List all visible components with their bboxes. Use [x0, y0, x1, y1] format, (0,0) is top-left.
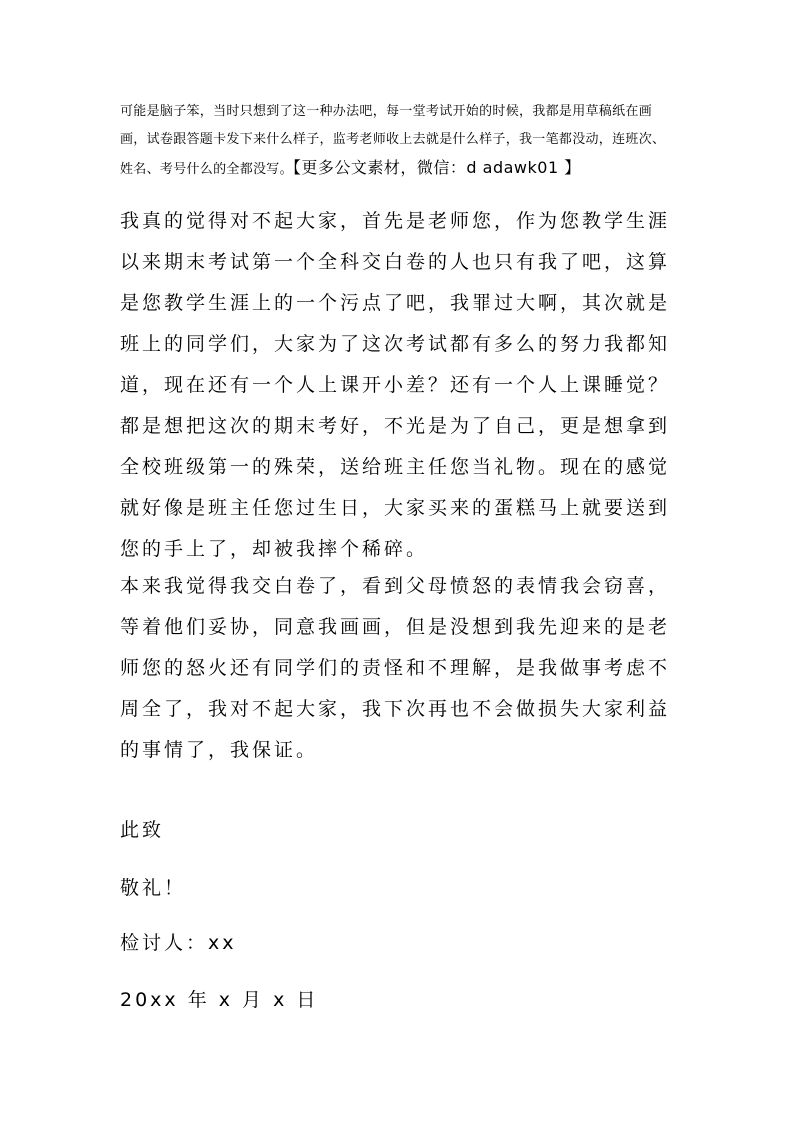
date-line: 20xx 年 x 月 x 日 — [120, 989, 319, 1011]
salutation-line: 敬礼！ — [120, 877, 187, 899]
intro-paragraph — [120, 98, 676, 184]
closing-line: 此致 — [120, 819, 165, 841]
apology-paragraph: 我真的觉得对不起大家，首先是老师您，作为您教学生涯以来期末考试第一个全科交白卷的人也只有我了吧，这算是您教学生涯上的一个污点了吧，我罪过大啊，其次就是班上的同学们，大家为了这次考试都有多么的努力我都知道，现在还有一个人上课开小差？还有一个人上课睡觉？都是想把这次的期末考好，不光是为了自己，更是想拿到全校班级第一的殊荣，送给班主任您当礼物。现在的感觉就好像是班主任您过生日，大家买来的蛋糕马上就要送到您的手上了，却被我摔个稀碎。 — [120, 210, 671, 560]
intro-text: 可能是脑子笨，当时只想到了这一种办法吧，每一堂考试开始的时候，我都是用草稿纸在画画，试卷跟答题卡发下来什么样子，监考老师收上去就是什么样子，我一笔都没动，连班次、姓名、考号什么的全都没写。 — [120, 104, 666, 177]
promise-paragraph: 本来我觉得我交白卷了，看到父母愤怒的表情我会窃喜，等着他们妥协，同意我画画，但是没想到我先迎来的是老师您的怒火还有同学们的责怪和不理解，是我做事考虑不周全了，我对不起大家，我下次再也不会做损失大家利益的事情了，我保证。 — [120, 575, 671, 761]
signer-line: 检讨人：xx — [120, 932, 237, 954]
promo-text: 【更多公文素材，微信：d adawk01 】 — [292, 158, 581, 177]
